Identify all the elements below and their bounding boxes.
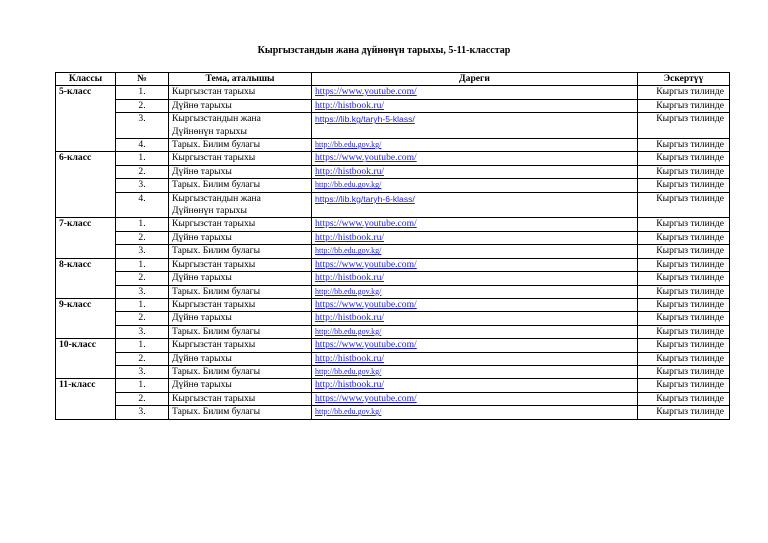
topic-text-line-2: Дүйнөнүн тарыхы [172, 205, 247, 217]
topic-cell [169, 352, 312, 365]
resources-table [55, 72, 730, 420]
topic-text: Кыргызстан тарыхы [172, 392, 256, 404]
grade-cell: 5-класс [56, 86, 116, 152]
grade-cell: 9-класс [56, 298, 116, 338]
grade-cell: 8-класс [56, 258, 116, 298]
resource-link[interactable]: http://histbook.ru/ [312, 272, 638, 285]
topic-text: Дүйнө тарыхы [172, 312, 232, 324]
topic-cell [169, 218, 312, 231]
row-number: 2. [116, 312, 169, 325]
topic-text: Тарых. Билим булагы [172, 285, 261, 297]
note-cell: Кыргыз тилинде [638, 272, 730, 285]
topic-cell [169, 406, 312, 419]
table-row [56, 245, 730, 258]
topic-text: Дүйнө тарыхы [172, 165, 232, 177]
row-number: 3. [116, 406, 169, 419]
table-row [56, 218, 730, 231]
note-cell: Кыргыз тилинде [638, 339, 730, 352]
topic-text: Кыргызстан тарыхы [172, 298, 256, 310]
row-number: 3. [116, 113, 169, 139]
grade-cell: 11-класс [56, 379, 116, 419]
row-number: 3. [116, 365, 169, 378]
table-row [56, 231, 730, 244]
resource-link[interactable]: http://bb.edu.gov.kg/ [312, 325, 638, 338]
topic-cell [169, 245, 312, 258]
topic-cell [169, 392, 312, 405]
row-number: 3. [116, 325, 169, 338]
topic-cell [169, 272, 312, 285]
resource-link[interactable]: https://www.youtube.com/ [312, 392, 638, 405]
resource-link[interactable]: http://bb.edu.gov.kg/ [312, 179, 638, 192]
note-cell: Кыргыз тилинде [638, 86, 730, 99]
note-cell: Кыргыз тилинде [638, 139, 730, 152]
topic-text: Кыргызстандын жана [172, 192, 261, 204]
resource-link[interactable]: https://www.youtube.com/ [312, 339, 638, 352]
note-cell: Кыргыз тилинде [638, 298, 730, 311]
table-header-row [56, 73, 730, 86]
resource-link[interactable]: https://lib.kg/taryh-6-klass/ [312, 192, 638, 218]
table-row [56, 192, 730, 218]
resource-link[interactable]: https://www.youtube.com/ [312, 258, 638, 271]
topic-text: Тарых. Билим булагы [172, 179, 261, 191]
grade-cell: 10-класс [56, 339, 116, 379]
topic-cell [169, 285, 312, 298]
row-number: 4. [116, 139, 169, 152]
table-row [56, 113, 730, 139]
topic-cell [169, 365, 312, 378]
table-row [56, 392, 730, 405]
resource-link[interactable]: https://www.youtube.com/ [312, 298, 638, 311]
page-title: Кыргызстандын жана дүйнөнүн тарыхы, 5-11-класстар [257, 45, 511, 56]
topic-cell [169, 99, 312, 112]
topic-text: Кыргызстан тарыхы [172, 218, 256, 230]
table-row [56, 272, 730, 285]
note-cell: Кыргыз тилинде [638, 352, 730, 365]
grade-cell: 7-класс [56, 218, 116, 258]
resource-link[interactable]: https://www.youtube.com/ [312, 86, 638, 99]
topic-cell [169, 165, 312, 178]
note-cell: Кыргыз тилинде [638, 192, 730, 218]
note-cell: Кыргыз тилинде [638, 258, 730, 271]
note-cell: Кыргыз тилинде [638, 179, 730, 192]
note-cell: Кыргыз тилинде [638, 218, 730, 231]
topic-text: Тарых. Билим булагы [172, 365, 261, 377]
row-number: 1. [116, 298, 169, 311]
resource-link[interactable]: http://histbook.ru/ [312, 231, 638, 244]
note-cell: Кыргыз тилинде [638, 365, 730, 378]
topic-text: Дүйнө тарыхы [172, 379, 232, 391]
table-row [56, 325, 730, 338]
topic-text: Дүйнө тарыхы [172, 231, 232, 243]
resource-link[interactable]: http://histbook.ru/ [312, 165, 638, 178]
table-row [56, 406, 730, 419]
table-row [56, 339, 730, 352]
row-number: 1. [116, 152, 169, 165]
row-number: 1. [116, 258, 169, 271]
table-row [56, 352, 730, 365]
table-row [56, 365, 730, 378]
note-cell: Кыргыз тилинде [638, 285, 730, 298]
note-cell: Кыргыз тилинде [638, 231, 730, 244]
row-number: 1. [116, 379, 169, 392]
resource-link[interactable]: https://www.youtube.com/ [312, 218, 638, 231]
table-body [56, 86, 730, 419]
header-grade: Классы [56, 73, 116, 86]
resource-link[interactable]: http://bb.edu.gov.kg/ [312, 245, 638, 258]
row-number: 1. [116, 218, 169, 231]
resource-link[interactable]: http://histbook.ru/ [312, 379, 638, 392]
row-number: 2. [116, 392, 169, 405]
row-number: 3. [116, 285, 169, 298]
table-row [56, 298, 730, 311]
row-number: 1. [116, 339, 169, 352]
grade-cell: 6-класс [56, 152, 116, 218]
note-cell: Кыргыз тилинде [638, 312, 730, 325]
resource-link[interactable]: http://histbook.ru/ [312, 99, 638, 112]
topic-cell [169, 192, 312, 218]
resource-link[interactable]: https://www.youtube.com/ [312, 152, 638, 165]
table-row [56, 379, 730, 392]
row-number: 2. [116, 272, 169, 285]
note-cell: Кыргыз тилинде [638, 392, 730, 405]
resource-link[interactable]: http://bb.edu.gov.kg/ [312, 285, 638, 298]
table-row [56, 258, 730, 271]
resource-link[interactable]: https://lib.kg/taryh-5-klass/ [312, 113, 638, 139]
table-row [56, 285, 730, 298]
table-row [56, 152, 730, 165]
row-number: 3. [116, 179, 169, 192]
row-number: 2. [116, 165, 169, 178]
topic-cell [169, 86, 312, 99]
header-address: Дареги [312, 73, 638, 86]
topic-text: Кыргызстан тарыхы [172, 86, 256, 98]
topic-cell [169, 152, 312, 165]
topic-cell [169, 325, 312, 338]
resource-link[interactable]: http://histbook.ru/ [312, 312, 638, 325]
topic-cell [169, 258, 312, 271]
header-topic: Тема, аталышы [169, 73, 312, 86]
note-cell: Кыргыз тилинде [638, 165, 730, 178]
header-number: № [116, 73, 169, 86]
resource-link[interactable]: http://bb.edu.gov.kg/ [312, 406, 638, 419]
header-note: Эскертүү [638, 73, 730, 86]
row-number: 2. [116, 99, 169, 112]
topic-cell [169, 139, 312, 152]
topic-cell [169, 179, 312, 192]
topic-text: Кыргызстандын жана [172, 113, 261, 125]
topic-cell [169, 113, 312, 139]
note-cell: Кыргыз тилинде [638, 113, 730, 139]
topic-text: Дүйнө тарыхы [172, 352, 232, 364]
note-cell: Кыргыз тилинде [638, 152, 730, 165]
resource-link[interactable]: http://histbook.ru/ [312, 352, 638, 365]
topic-text: Тарых. Билим булагы [172, 245, 261, 257]
table-row [56, 139, 730, 152]
topic-text: Кыргызстан тарыхы [172, 258, 256, 270]
note-cell: Кыргыз тилинде [638, 99, 730, 112]
table-row [56, 86, 730, 99]
note-cell: Кыргыз тилинде [638, 245, 730, 258]
resource-link[interactable]: http://bb.edu.gov.kg/ [312, 365, 638, 378]
topic-cell [169, 379, 312, 392]
row-number: 3. [116, 245, 169, 258]
row-number: 2. [116, 352, 169, 365]
topic-text: Дүйнө тарыхы [172, 99, 232, 111]
topic-cell [169, 312, 312, 325]
topic-text: Дүйнө тарыхы [172, 272, 232, 284]
note-cell: Кыргыз тилинде [638, 325, 730, 338]
topic-text: Тарых. Билим булагы [172, 139, 261, 151]
row-number: 1. [116, 86, 169, 99]
row-number: 2. [116, 231, 169, 244]
resource-link[interactable]: http://bb.edu.gov.kg/ [312, 139, 638, 152]
row-number: 4. [116, 192, 169, 218]
topic-cell [169, 339, 312, 352]
table-row [56, 312, 730, 325]
table-row [56, 165, 730, 178]
topic-text: Кыргызстан тарыхы [172, 152, 256, 164]
table-row [56, 99, 730, 112]
note-cell: Кыргыз тилинде [638, 406, 730, 419]
topic-cell [169, 298, 312, 311]
topic-text: Тарых. Билим булагы [172, 406, 261, 418]
table-row [56, 179, 730, 192]
topic-text-line-2: Дүйнөнүн тарыхы [172, 125, 247, 137]
topic-cell [169, 231, 312, 244]
topic-text: Кыргызстан тарыхы [172, 339, 256, 351]
topic-text: Тарых. Билим булагы [172, 325, 261, 337]
note-cell: Кыргыз тилинде [638, 379, 730, 392]
